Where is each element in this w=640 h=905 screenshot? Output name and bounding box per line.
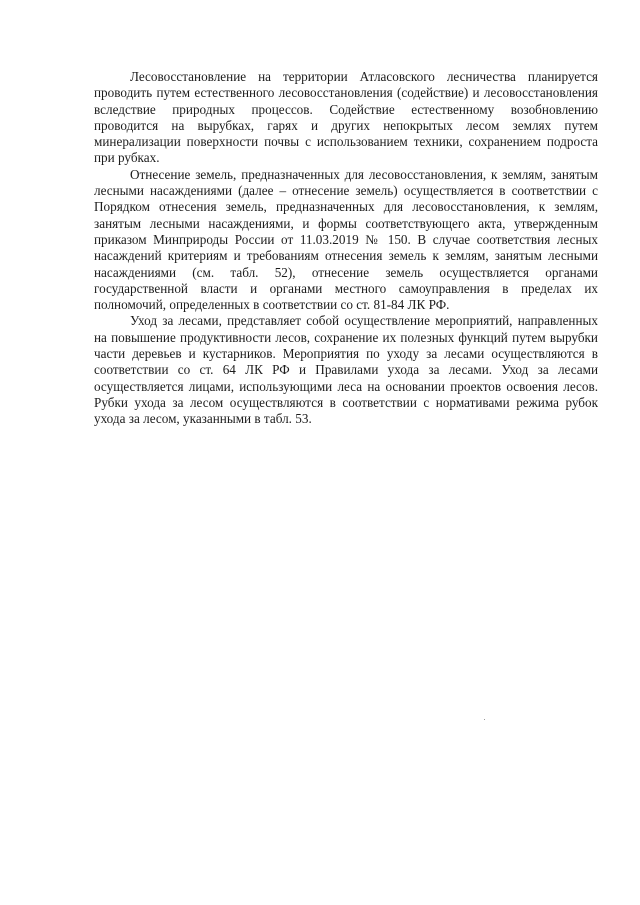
paragraph-forest-care: Уход за лесами, представляет собой осуществление мероприятий, направленных на повышение продуктивности лесов, сохранение их полезных функций путем вырубки части деревьев и кустарников. Мероприятия по уходу за лесами осуществляются в соответствии со ст. 64 ЛК РФ и Правилами ухода за лесами. Уход за лесами осуществляется лицами, использующими леса на основании проектов освоения лесов. Рубки ухода за лесом осуществляются в соответствии с нормативами режима рубок ухода за лесом, указанными в табл. 53. (94, 313, 598, 427)
document-body (94, 69, 598, 428)
paragraph-land-classification: Отнесение земель, предназначенных для лесовосстановления, к землям, занятым лесными насаждениями (далее – отнесение земель) осуществляется в соответствии с Порядком отнесения земель, предназначенных для лесовосстановления, к землям, занятым лесными насаждениями, и формы соответствующего акта, утвержденным приказом Минприроды России от 11.03.2019 № 150. В случае соответствия лесных насаждений критериям и требованиям отнесения земель к землям, занятым лесными насаждениями (см. табл. 52), отнесение земель осуществляется органами государственной власти и органами местного самоуправления в пределах их полномочий, определенных в соответствии со ст. 81-84 ЛК РФ. (94, 166, 598, 313)
scan-speck (484, 719, 485, 720)
paragraph-reforestation: Лесовосстановление на территории Атласовского лесничества планируется проводить путем естественного лесовосстановления (содействие) и лесовосстановления вследствие природных процессов. Содействие естественному возобновлению проводится на вырубках, гарях и других непокрытых лесом землях путем минерализации поверхности почвы с использованием техники, сохранением подроста при рубках. (94, 69, 598, 166)
